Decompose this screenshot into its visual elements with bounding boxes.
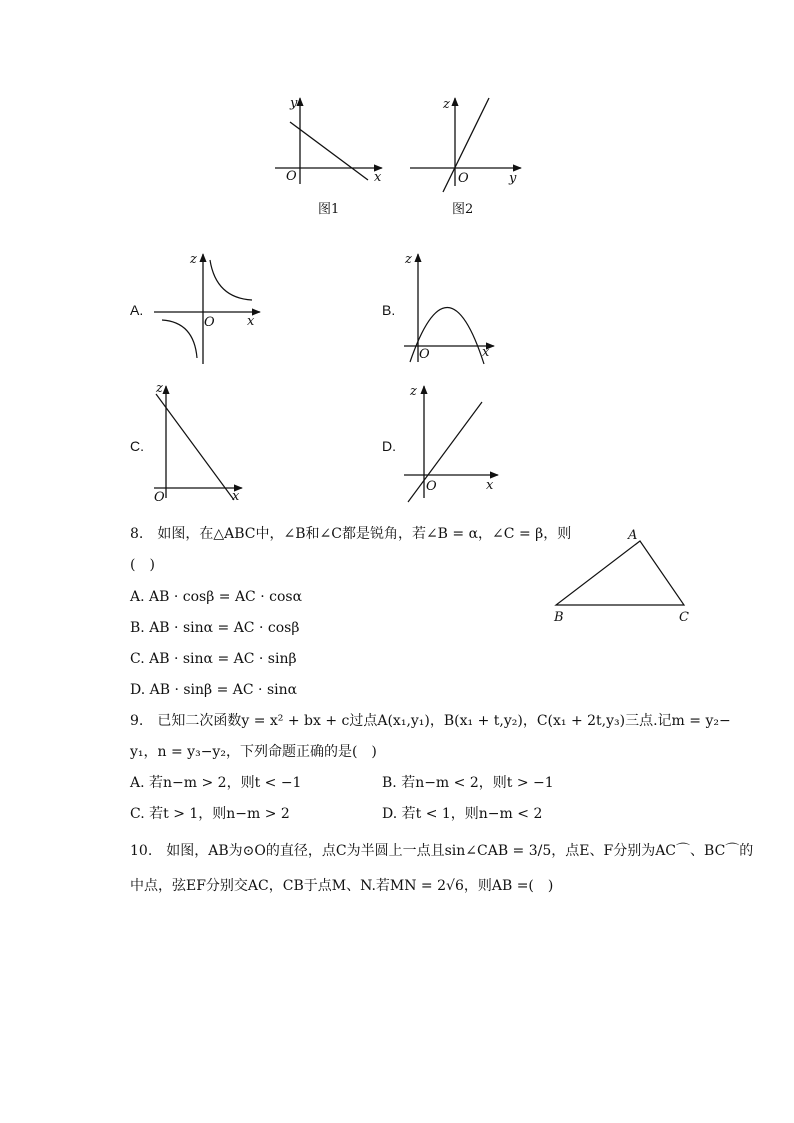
q10-stem-line1: 10. 如图，AB为⊙O的直径，点C为半圆上一点且sin∠CAB = 3/5，点E、F分别为AC⌒、BC⌒的 xyxy=(130,843,754,859)
q8-option-c[interactable]: C. AB · sinα = AC · sinβ xyxy=(130,651,297,667)
z-axis-label: z xyxy=(190,252,197,267)
option-c-label: C. xyxy=(130,438,144,454)
q9-option-b[interactable]: B. 若n−m < 2，则t > −1 xyxy=(382,775,554,791)
figure-2-graph xyxy=(405,92,530,194)
option-b-graph xyxy=(400,250,500,366)
q8-option-b[interactable]: B. AB · sinα = AC · cosβ xyxy=(130,620,300,636)
triangle-abc-figure xyxy=(548,524,698,626)
option-d-label: D. xyxy=(382,438,396,454)
x-axis-label: x xyxy=(374,170,382,185)
q8-option-d[interactable]: D. AB · sinβ = AC · sinα xyxy=(130,682,298,698)
origin-label: O xyxy=(419,347,430,362)
option-a-graph xyxy=(150,250,265,368)
z-axis-label: z xyxy=(156,381,163,396)
figure-1-caption: 图1 xyxy=(318,202,340,217)
q10-stem-line2: 中点，弦EF分别交AC，CB于点M、N.若MN = 2√6，则AB =( ) xyxy=(130,878,554,894)
q8-stem-line1: 8. 如图，在△ABC中，∠B和∠C都是锐角，若∠B = α，∠C = β，则 xyxy=(130,526,572,542)
q9-option-c[interactable]: C. 若t > 1，则n−m > 2 xyxy=(130,806,290,822)
option-d-graph xyxy=(400,382,505,506)
origin-label: O xyxy=(458,171,469,186)
figure-2-caption: 图2 xyxy=(452,202,474,217)
x-axis-label: x xyxy=(247,314,255,329)
origin-label: O xyxy=(204,315,215,330)
z-axis-label: z xyxy=(410,384,417,399)
x-axis-label: x xyxy=(486,478,494,493)
origin-label: O xyxy=(154,490,165,505)
y-axis-label: y xyxy=(290,96,298,111)
option-c-graph xyxy=(150,380,255,506)
y-axis-label: y xyxy=(509,171,517,186)
option-b-label: B. xyxy=(382,302,396,318)
z-axis-label: z xyxy=(405,252,412,267)
figure-1-graph xyxy=(270,92,390,192)
x-axis-label: x xyxy=(232,489,240,504)
option-a-label: A. xyxy=(130,302,144,318)
q8-option-a[interactable]: A. AB · cosβ = AC · cosα xyxy=(130,589,303,605)
q9-option-d[interactable]: D. 若t < 1，则n−m < 2 xyxy=(382,806,543,822)
vertex-a-label: A xyxy=(628,528,638,543)
q9-stem-line1: 9. 已知二次函数y = x² + bx + c过点A(x₁,y₁)，B(x₁ + t,y₂)，C(x₁ + 2t,y₃)三点.记m = y₂− xyxy=(130,713,731,729)
vertex-b-label: B xyxy=(554,610,564,625)
q9-stem-line2: y₁，n = y₃−y₂，下列命题正确的是( ) xyxy=(130,744,377,760)
q9-option-a[interactable]: A. 若n−m > 2，则t < −1 xyxy=(130,775,302,791)
vertex-c-label: C xyxy=(679,610,689,625)
origin-label: O xyxy=(426,479,437,494)
q8-stem-line2: ( ) xyxy=(130,557,155,573)
origin-label: O xyxy=(286,169,297,184)
z-axis-label: z xyxy=(443,97,450,112)
x-axis-label: x xyxy=(482,345,490,360)
